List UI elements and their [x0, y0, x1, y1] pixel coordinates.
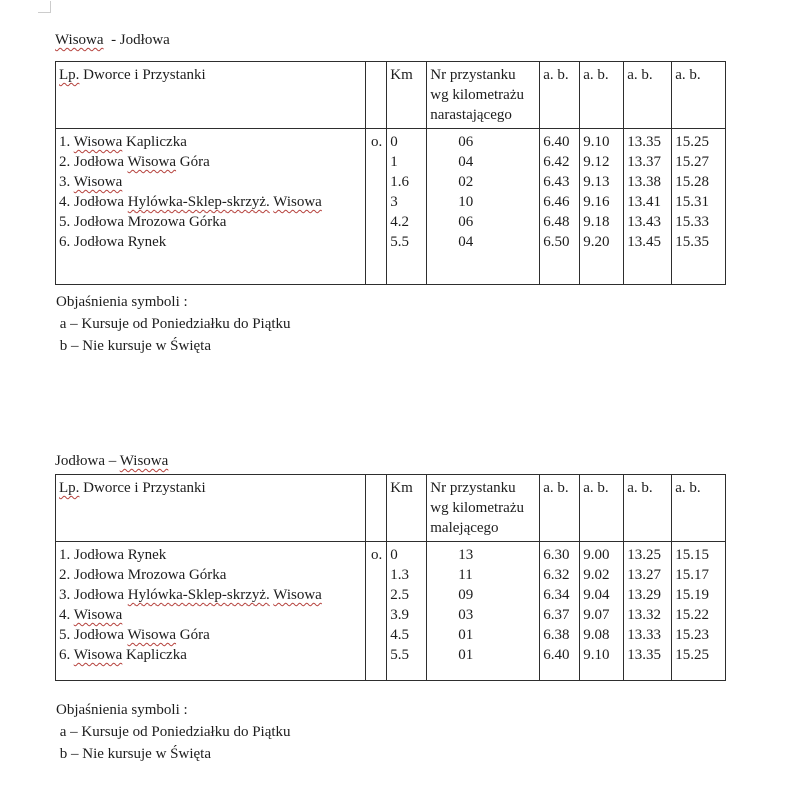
text-run: 4.	[59, 607, 74, 623]
text-run: Góra	[176, 154, 210, 170]
col-header-km: Km	[387, 62, 427, 129]
departure-time: 15.33	[675, 214, 709, 230]
station-name	[59, 585, 361, 605]
misspelled-word: Wisowa	[273, 587, 322, 603]
station-name	[59, 232, 361, 252]
stop-number: 01	[458, 627, 474, 643]
departure-time: 9.02	[583, 567, 610, 583]
km-value: 4.5	[390, 627, 409, 643]
route-title	[55, 451, 726, 471]
misspelled-word: Wisowa	[273, 194, 322, 210]
timetable	[55, 61, 726, 285]
legend-item-a: a – Kursuje od Poniedziałku do Piątku	[56, 724, 291, 740]
departure-time: 15.15	[675, 547, 709, 563]
stop-number: 10	[458, 194, 474, 210]
text-run: Jodłowa –	[55, 453, 120, 469]
misspelled-word: Wisowa	[73, 174, 123, 190]
station-name	[59, 625, 361, 645]
stop-number: 04	[458, 154, 474, 170]
departure-time: 13.45	[627, 234, 661, 250]
text-run: 3. Jodłowa	[59, 587, 128, 603]
origin-marker: o.	[371, 547, 383, 563]
text-run: Dworce i Przystanki	[79, 67, 206, 83]
misspelled-word: Hylówka-Sklep-skrzyż.	[127, 587, 270, 603]
station-name	[59, 172, 361, 192]
misspelled-word: Wisowa	[127, 154, 177, 170]
col-header-stop-number: Nr przystanku wg kilometrażu narastającego	[427, 62, 540, 129]
legend-item-a: a – Kursuje od Poniedziałku do Piątku	[56, 316, 291, 332]
departure-time: 6.43	[543, 174, 570, 190]
col-header-stations	[56, 475, 366, 542]
departure-time: 9.13	[583, 174, 610, 190]
stop-number: 03	[458, 607, 474, 623]
text-run: 1. Jodłowa Rynek	[59, 547, 167, 563]
times-cell-2	[580, 129, 624, 285]
stop-number: 09	[458, 587, 474, 603]
col-header-time-4: a. b.	[672, 475, 726, 542]
departure-time: 9.00	[583, 547, 610, 563]
misspelled-word: Wisowa	[127, 627, 177, 643]
table-body-row	[56, 542, 726, 681]
departure-time: 9.10	[583, 134, 610, 150]
text-run: Dworce i Przystanki	[79, 480, 206, 496]
origin-cell	[366, 129, 387, 285]
station-name	[59, 605, 361, 625]
legend-item-b: b – Nie kursuje w Święta	[56, 338, 211, 354]
km-value: 1.6	[390, 174, 409, 190]
departure-time: 6.50	[543, 234, 570, 250]
departure-time: 9.20	[583, 234, 610, 250]
stop-number: 04	[458, 234, 474, 250]
km-value: 4.2	[390, 214, 409, 230]
departure-time: 9.07	[583, 607, 610, 623]
legend-title: Objaśnienia symboli :	[56, 702, 188, 718]
departure-time: 15.25	[675, 647, 709, 663]
col-header-time-2: a. b.	[580, 62, 624, 129]
table-header-row	[56, 475, 726, 542]
km-value: 1	[390, 154, 398, 170]
departure-time: 13.27	[627, 567, 661, 583]
col-header-time-3: a. b.	[624, 475, 672, 542]
col-header-stations	[56, 62, 366, 129]
station-name	[59, 212, 361, 232]
misspelled-word: Wisowa	[119, 453, 169, 469]
text-run: Kapliczka	[122, 134, 187, 150]
col-header-origin	[366, 62, 387, 129]
times-cell-1	[540, 129, 580, 285]
text-run: - Jodłowa	[103, 32, 170, 48]
departure-time: 15.28	[675, 174, 709, 190]
departure-time: 9.16	[583, 194, 610, 210]
station-name	[59, 192, 361, 212]
departure-time: 13.37	[627, 154, 661, 170]
stop-number-cell	[427, 542, 540, 681]
departure-time: 15.23	[675, 627, 709, 643]
departure-time: 13.43	[627, 214, 661, 230]
text-run: 5. Jodłowa Mrozowa Górka	[59, 214, 227, 230]
col-header-time-4: a. b.	[672, 62, 726, 129]
departure-time: 9.10	[583, 647, 610, 663]
station-name	[59, 152, 361, 172]
legend	[56, 291, 726, 357]
departure-time: 15.27	[675, 154, 709, 170]
km-value: 2.5	[390, 587, 409, 603]
stop-number: 06	[458, 134, 474, 150]
km-value: 5.5	[390, 647, 409, 663]
times-cell-2	[580, 542, 624, 681]
text-run: 1.	[59, 134, 74, 150]
text-run: 5. Jodłowa	[59, 627, 128, 643]
station-name	[59, 132, 361, 152]
misspelled-word: Wisowa	[55, 32, 104, 48]
departure-time: 13.29	[627, 587, 661, 603]
departure-time: 6.38	[543, 627, 570, 643]
departure-time: 15.35	[675, 234, 709, 250]
col-header-stop-number: Nr przystanku wg kilometrażu malejącego	[427, 475, 540, 542]
departure-time: 15.19	[675, 587, 709, 603]
table-body-row	[56, 129, 726, 285]
km-value: 3.9	[390, 607, 409, 623]
stop-number-cell	[427, 129, 540, 285]
stop-number: 06	[458, 214, 474, 230]
departure-time: 9.04	[583, 587, 610, 603]
route-section	[55, 451, 726, 765]
stop-number: 11	[458, 567, 473, 583]
page-margin-corner-mark	[38, 1, 51, 13]
departure-time: 13.35	[627, 134, 661, 150]
departure-time: 15.31	[675, 194, 709, 210]
departure-time: 6.42	[543, 154, 570, 170]
departure-time: 15.22	[675, 607, 709, 623]
stations-cell	[56, 542, 366, 681]
text-run: 2. Jodłowa Mrozowa Górka	[59, 567, 227, 583]
departure-time: 6.30	[543, 547, 570, 563]
col-header-time-2: a. b.	[580, 475, 624, 542]
km-cell	[387, 129, 427, 285]
legend-item-b: b – Nie kursuje w Święta	[56, 746, 211, 762]
departure-time: 6.32	[543, 567, 570, 583]
text-run: Kapliczka	[122, 647, 187, 663]
misspelled-word: Lp.	[59, 480, 80, 496]
legend-title: Objaśnienia symboli :	[56, 294, 188, 310]
km-value: 1.3	[390, 567, 409, 583]
text-run: 6.	[59, 647, 74, 663]
departure-time: 13.35	[627, 647, 661, 663]
departure-time: 15.17	[675, 567, 709, 583]
departure-time: 6.40	[543, 134, 570, 150]
col-header-km: Km	[387, 475, 427, 542]
origin-marker: o.	[371, 134, 383, 150]
col-header-time-3: a. b.	[624, 62, 672, 129]
stop-number: 01	[458, 647, 474, 663]
col-header-time-1: a. b.	[540, 475, 580, 542]
km-value: 3	[390, 194, 398, 210]
times-cell-1	[540, 542, 580, 681]
departure-time: 13.33	[627, 627, 661, 643]
km-value: 5.5	[390, 234, 409, 250]
km-value: 0	[390, 134, 398, 150]
departure-time: 13.32	[627, 607, 661, 623]
misspelled-word: Wisowa	[73, 607, 123, 623]
departure-time: 6.34	[543, 587, 570, 603]
text-run: Góra	[176, 627, 210, 643]
times-cell-4	[672, 542, 726, 681]
departure-time: 6.40	[543, 647, 570, 663]
station-name	[59, 645, 361, 665]
misspelled-word: Lp.	[59, 67, 80, 83]
departure-time: 9.08	[583, 627, 610, 643]
text-run: 3.	[59, 174, 74, 190]
departure-time: 6.48	[543, 214, 570, 230]
departure-time: 6.46	[543, 194, 570, 210]
departure-time: 13.38	[627, 174, 661, 190]
departure-time: 6.37	[543, 607, 570, 623]
departure-time: 9.12	[583, 154, 610, 170]
km-cell	[387, 542, 427, 681]
station-name	[59, 565, 361, 585]
departure-time: 15.25	[675, 134, 709, 150]
text-run: 6. Jodłowa Rynek	[59, 234, 167, 250]
timetable	[55, 474, 726, 681]
misspelled-word: Wisowa	[73, 647, 123, 663]
departure-time: 13.41	[627, 194, 661, 210]
times-cell-3	[624, 129, 672, 285]
departure-time: 9.18	[583, 214, 610, 230]
route-section	[55, 30, 726, 357]
table-header-row	[56, 62, 726, 129]
departure-time: 13.25	[627, 547, 661, 563]
misspelled-word: Wisowa	[73, 134, 123, 150]
text-run: 4. Jodłowa	[59, 194, 128, 210]
km-value: 0	[390, 547, 398, 563]
times-cell-4	[672, 129, 726, 285]
legend	[56, 699, 726, 765]
origin-cell	[366, 542, 387, 681]
stations-cell	[56, 129, 366, 285]
station-name	[59, 545, 361, 565]
stop-number: 13	[458, 547, 474, 563]
route-title	[55, 30, 726, 50]
col-header-time-1: a. b.	[540, 62, 580, 129]
times-cell-3	[624, 542, 672, 681]
misspelled-word: Hylówka-Sklep-skrzyż.	[127, 194, 270, 210]
text-run: 2. Jodłowa	[59, 154, 128, 170]
col-header-origin	[366, 475, 387, 542]
stop-number: 02	[458, 174, 474, 190]
